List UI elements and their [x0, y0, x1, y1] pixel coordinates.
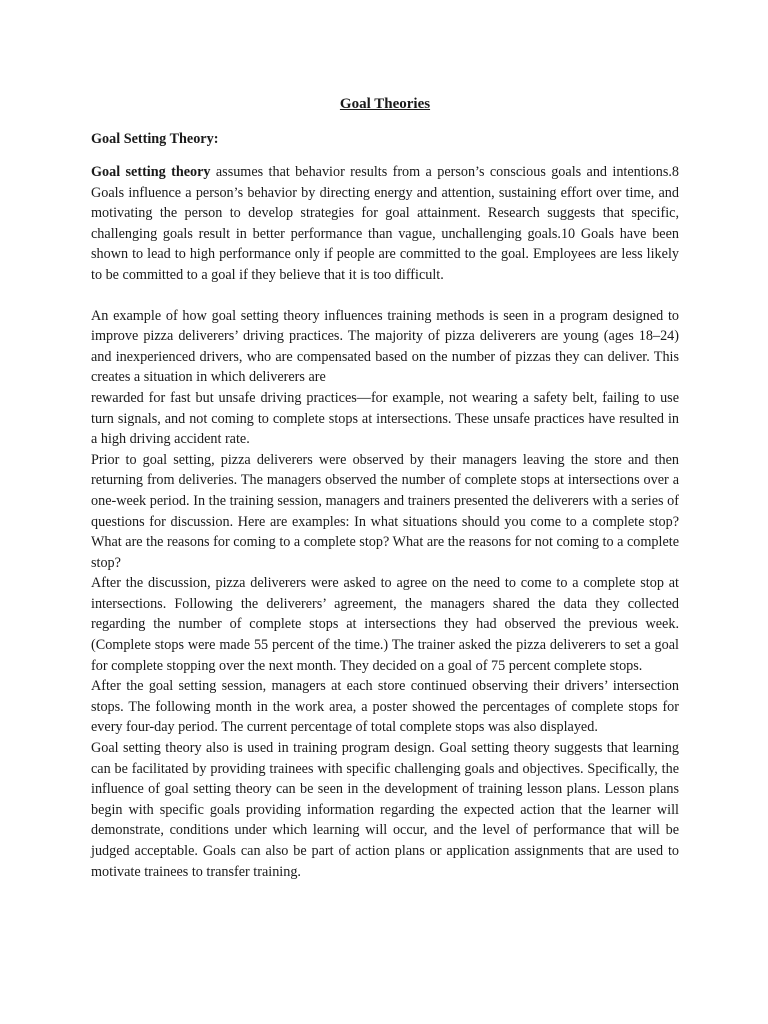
paragraph-unsafe-practices: rewarded for fast but unsafe driving practices—for example, not wearing a safety belt, failing to use turn signals, and not coming to complete stops at intersections. These unsafe practices have resulted in a high driving accident rate. [91, 389, 679, 448]
document-title: Goal Theories [339, 96, 431, 112]
paragraph-pizza-example: An example of how goal setting theory influences training methods is seen in a program designed to improve pizza deliverers’ driving practices. The majority of pizza deliverers are young (ages 18–24) and inexperienced drivers, who are compensated based on the number of pizzas they can deliver. This creates a situation in which deliverers are [91, 307, 679, 386]
paragraph-body: assumes that behavior results from a person’s conscious goals and intentions.8 Goals influence a person’s behavior by directing energy and attention, sustaining effort over time, and motivating the person to develop strategies for goal attainment. Research suggests that specific, challenging goals result in better performance than vague, unchallenging goals.10 Goals have been shown to lead to high performance only if people are committed to the goal. Employees are less likely to be committed to a goal if they believe that it is too difficult. [91, 164, 679, 283]
paragraph-prior-observation: Prior to goal setting, pizza deliverers were observed by their managers leaving the store and then returning from deliveries. The managers observed the number of complete stops at intersections over a one-week period. In the training session, managers and trainers presented the deliverers with a series of questions for discussion. Here are examples: In what situations should you come to a complete stop? What are the reasons for coming to a complete stop? What are the reasons for not coming to a complete stop? [91, 451, 679, 571]
section-heading: Goal Setting Theory: [91, 131, 219, 147]
paragraph-spacer [91, 286, 679, 306]
paragraph-post-session: After the goal setting session, managers at each store continued observing their drivers’ intersection stops. The following month in the work area, a poster showed the percentages of complete stops for every four-day period. The current percentage of total complete stops was also displayed. [91, 678, 679, 736]
paragraph-discussion-agreement: After the discussion, pizza deliverers were asked to agree on the need to come to a complete stop at intersections. Following the deliverers’ agreement, the managers shared the data they collected regarding the number of complete stops at intersections they had observed the previous week. (Complete stops were made 55 percent of the time.) The trainer asked the pizza deliverers to set a goal for complete stopping over the next month. They decided on a goal of 75 percent complete stops. [91, 575, 679, 674]
paragraph-program-design: Goal setting theory also is used in training program design. Goal setting theory suggests that learning can be facilitated by providing trainees with specific challenging goals and objectives. Specifically, the influence of goal setting theory can be seen in the development of training lesson plans. Lesson plans begin with specific goals providing information regarding the expected action that the learner will demonstrate, conditions under which learning will occur, and the level of performance that will be judged acceptable. Goals can also be part of action plans or application assignments that are used to motivate trainees to transfer training. [91, 740, 679, 880]
paragraph-lead-term: Goal setting theory [91, 164, 211, 180]
paragraph-goal-setting-definition [91, 162, 679, 286]
